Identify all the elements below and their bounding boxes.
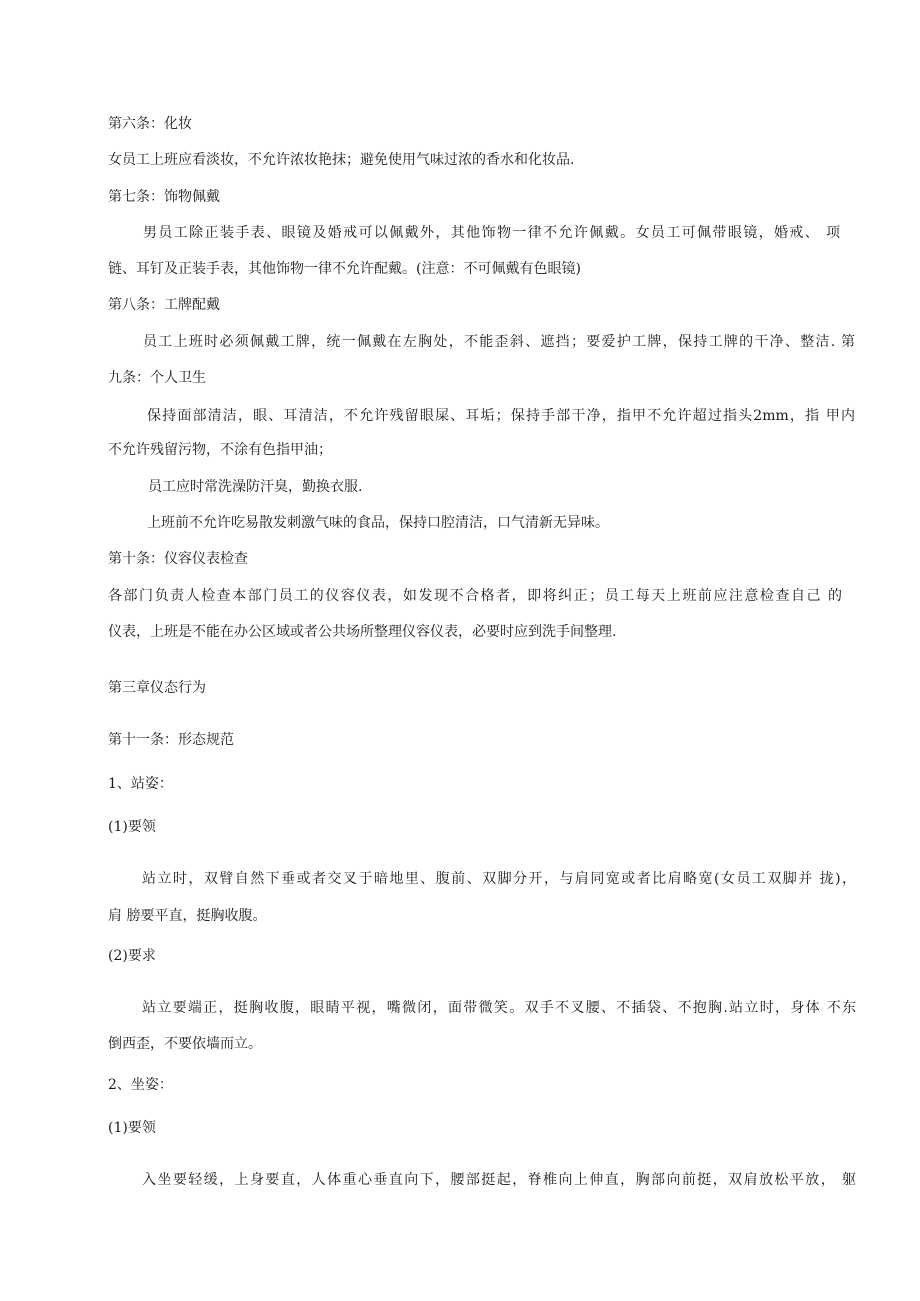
standing-essentials-heading: (1)要领	[108, 819, 156, 835]
standing-requirements-line-1: 站立要端正，挺胸收腹，眼睛平视，嘴微闭，面带微笑。双手不叉腰、不插袋、不抱胸.站立时，身体 不东	[142, 1000, 856, 1016]
chapter-3-heading: 第三章仪态行为	[108, 680, 206, 696]
article-9-body-line-4: 上班前不允许吃易散发刺激气味的食品，保持口腔清洁，口气清新无异味。	[147, 515, 609, 531]
standing-essentials-line-1: 站立时，双臂自然下垂或者交叉于暗地里、腹前、双脚分开，与肩同宽或者比肩略宽(女员工双脚并 拢)，	[142, 871, 856, 887]
article-6-body: 女员工上班应看淡妆，不允许浓妆艳抹；避免使用气味过浓的香水和化妆品.	[108, 152, 575, 168]
standing-essentials-line-2: 肩 膀要平直，挺胸收腹。	[108, 908, 267, 924]
sitting-essentials-line-1: 入坐要轻缓，上身要直，人体重心垂直向下，腰部挺起，脊椎向上伸直，胸部向前挺，双肩放松平放， 躯	[142, 1172, 856, 1188]
article-7-heading: 第七条：饰物佩戴	[108, 189, 220, 205]
article-7-body-line-2: 链、耳钉及正装手表，其他饰物一律不允许配戴。(注意：不可佩戴有色眼镜)	[108, 261, 581, 277]
standing-requirements-line-2: 倒西歪，不要依墙而立。	[108, 1036, 262, 1052]
sitting-essentials-heading: (1)要领	[108, 1120, 156, 1136]
section-sitting-heading: 2、坐姿：	[108, 1077, 173, 1093]
article-10-body-line-2: 仪表，上班是不能在办公区域或者公共场所整理仪容仪表，必要时应到洗手间整理.	[108, 624, 617, 640]
article-8-heading: 第八条：工牌配戴	[108, 297, 220, 313]
article-10-body-line-1: 各部门负责人检查本部门员工的仪容仪表，如发现不合格者，即将纠正；员工每天上班前应注意检查自己 的	[108, 588, 842, 604]
standing-requirements-heading: (2)要求	[108, 948, 156, 964]
article-7-body-line-1: 男员工除正装手表、眼镜及婚戒可以佩戴外，其他饰物一律不允许佩戴。女员工可佩带眼镜，婚戒、 项	[143, 225, 840, 241]
article-9-body-line-2: 不允许残留污物，不涂有色指甲油；	[108, 442, 332, 458]
article-8-body: 员工上班时必须佩戴工牌，统一佩戴在左胸处，不能歪斜、遮挡；要爱护工牌，保持工牌的干净、整洁. 第	[143, 334, 855, 350]
article-6-heading: 第六条：化妆	[108, 116, 192, 132]
article-9-heading: 九条：个人卫生	[108, 370, 206, 386]
article-9-body-line-3: 员工应时常洗澡防汗臭，勤换衣服.	[148, 479, 363, 495]
article-11-heading: 第十一条：形态规范	[108, 732, 234, 748]
article-9-body-line-1: 保持面部清洁，眼、耳清洁，不允许残留眼屎、耳垢；保持手部干净，指甲不允许超过指头2mm，指 甲内	[147, 408, 855, 424]
article-10-heading: 第十条：仪容仪表检查	[108, 551, 248, 567]
section-standing-heading: 1、站姿：	[108, 776, 173, 792]
